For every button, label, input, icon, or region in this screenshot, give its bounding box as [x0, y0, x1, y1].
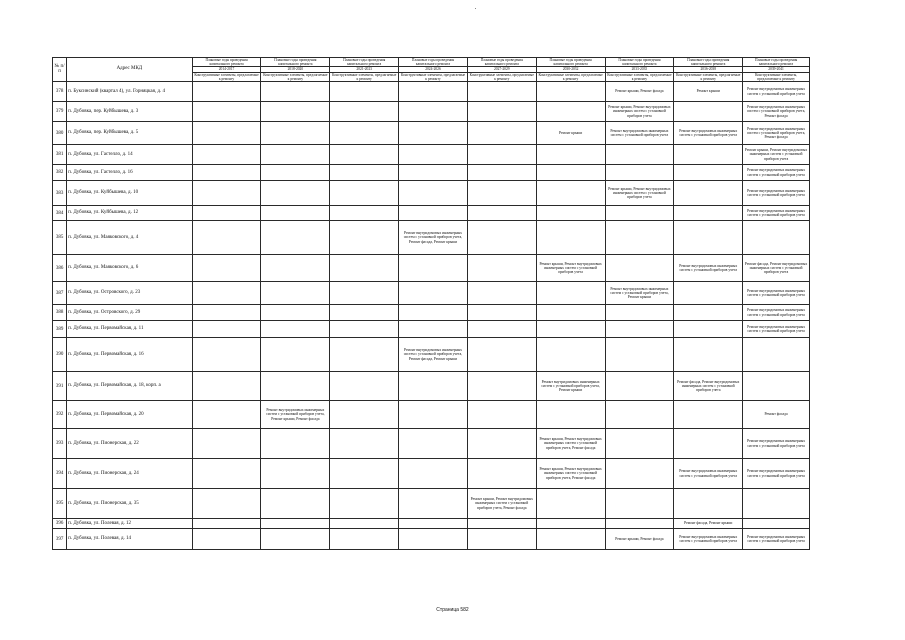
header-years: 2030-2032 — [537, 66, 605, 72]
work-cell — [605, 519, 674, 529]
work-cell — [330, 489, 399, 519]
work-cell: Ремонт фасада — [743, 401, 810, 429]
work-cell — [192, 372, 261, 401]
header-l2: капитального ремонта — [691, 62, 726, 67]
repair-schedule-table — [52, 57, 810, 550]
work-cell — [605, 459, 674, 489]
table-row — [53, 429, 810, 459]
table-row — [53, 181, 810, 206]
header-l1: Плановые годы проведения — [687, 58, 730, 62]
work-cell: Ремонт внутридомовых инженерных систем с установкой приборов учета, Ремонт фасада — [743, 102, 810, 122]
work-cell — [674, 429, 743, 459]
header-l2: капитального ремонта — [347, 62, 382, 67]
work-cell: Ремонт крыши — [674, 82, 743, 102]
work-cell — [674, 221, 743, 255]
work-cell — [743, 372, 810, 401]
row-number: 393 — [53, 429, 67, 459]
work-cell: Ремонт внутридомовых инженерных систем с установкой приборов учета — [743, 321, 810, 338]
row-address: п. Дубовка, ул. Маяковского, д. 6 — [67, 255, 192, 282]
work-cell — [192, 338, 261, 372]
header-l2: капитального ремонта — [415, 62, 451, 67]
table-row — [53, 372, 810, 401]
work-cell — [330, 165, 399, 181]
work-cell — [330, 82, 399, 102]
work-cell — [605, 145, 674, 165]
work-cell — [330, 459, 399, 489]
row-number: 379 — [53, 102, 67, 122]
header-l1: Плановые годы проведения — [343, 58, 386, 62]
work-cell — [399, 145, 468, 165]
work-cell — [330, 338, 399, 372]
work-cell — [330, 282, 399, 305]
work-cell: Ремонт внутридомовых инженерных систем с установкой приборов учета — [743, 429, 810, 459]
work-cell — [674, 145, 743, 165]
work-cell — [467, 372, 536, 401]
header-period — [192, 58, 261, 82]
row-number: 389 — [53, 321, 67, 338]
work-cell — [467, 429, 536, 459]
header-years: 2014-2017 — [193, 66, 261, 72]
table-row — [53, 321, 810, 338]
work-cell: Ремонт внутридомовых инженерных систем с установкой приборов учета — [674, 529, 743, 550]
work-cell: Ремонт крыши, Ремонт внутридомовых инженерных систем с установкой приборов учета — [743, 145, 810, 165]
row-address: п. Дубовка, ул. Островского, д. 23 — [67, 282, 192, 305]
row-number: 378 — [53, 82, 67, 102]
work-cell — [399, 372, 468, 401]
work-cell — [192, 255, 261, 282]
work-cell: Ремонт внутридомовых инженерных систем с установкой приборов учета, Ремонт крыши — [605, 282, 674, 305]
work-cell — [399, 429, 468, 459]
work-cell — [261, 82, 330, 102]
work-cell — [536, 519, 605, 529]
header-l1: Плановые годы проведения — [274, 58, 317, 62]
row-address: п. Дубовка, пер. Куйбышева, д. 5 — [67, 122, 192, 145]
work-cell — [536, 489, 605, 519]
work-cell: Ремонт внутридомовых инженерных систем с установкой приборов учета — [743, 82, 810, 102]
work-cell — [330, 206, 399, 221]
row-number: 392 — [53, 401, 67, 429]
work-cell: Ремонт внутридомовых инженерных систем с установкой приборов учета — [743, 206, 810, 221]
work-cell — [330, 305, 399, 321]
work-cell: Ремонт внутридомовых инженерных систем с установкой приборов учета — [605, 122, 674, 145]
work-cell — [536, 282, 605, 305]
work-cell — [330, 519, 399, 529]
work-cell — [536, 321, 605, 338]
row-address: п. Дубовка, ул. Пионерская, д. 22 — [67, 429, 192, 459]
table-row — [53, 102, 810, 122]
header-l1: Плановые годы проведения — [549, 58, 592, 62]
work-cell — [467, 519, 536, 529]
work-cell — [674, 338, 743, 372]
work-cell — [192, 122, 261, 145]
work-cell: Ремонт внутридомовых инженерных систем с установкой приборов учета — [674, 459, 743, 489]
work-cell — [261, 459, 330, 489]
header-l1: Плановые годы проведения — [205, 58, 248, 62]
work-cell — [330, 145, 399, 165]
header-sub: Конструктивные элементы, предлагаемые к ремонту — [676, 72, 741, 81]
header-address: Адрес МКД — [67, 58, 192, 82]
header-years: 2033-2035 — [606, 66, 674, 72]
work-cell — [605, 489, 674, 519]
header-years: 2036-2038 — [674, 66, 742, 72]
work-cell: Ремонт крыши, Ремонт фасада — [605, 82, 674, 102]
header-period — [743, 58, 810, 82]
work-cell — [192, 519, 261, 529]
row-number: 391 — [53, 372, 67, 401]
row-number: 394 — [53, 459, 67, 489]
work-cell — [605, 165, 674, 181]
work-cell — [330, 181, 399, 206]
header-l2: капитального ремонта — [622, 62, 657, 67]
table-row — [53, 122, 810, 145]
work-cell — [467, 181, 536, 206]
row-address: п. Буксинский (квартал 4), ул. Горняцкая, д. 4 — [67, 82, 192, 102]
header-l2: капитального ремонта — [209, 62, 244, 67]
table-row — [53, 282, 810, 305]
table-row — [53, 459, 810, 489]
header-years: 2024-2026 — [399, 66, 467, 72]
work-cell — [467, 401, 536, 429]
row-number: 380 — [53, 122, 67, 145]
work-cell — [399, 305, 468, 321]
row-number: 395 — [53, 489, 67, 519]
work-cell — [399, 122, 468, 145]
row-address: п. Дубовка, ул. Куйбышева, д. 12 — [67, 206, 192, 221]
header-period — [467, 58, 536, 82]
header-l1: Плановые годы проведения — [754, 58, 798, 62]
work-cell — [467, 221, 536, 255]
work-cell — [674, 102, 743, 122]
work-cell — [674, 165, 743, 181]
header-sub: Конструктивные элементы, предлагаемые к ремонту — [469, 72, 534, 81]
table-row — [53, 82, 810, 102]
work-cell — [536, 102, 605, 122]
work-cell — [605, 206, 674, 221]
work-cell — [467, 102, 536, 122]
work-cell — [467, 282, 536, 305]
work-cell — [330, 429, 399, 459]
table-row — [53, 206, 810, 221]
work-cell — [192, 429, 261, 459]
header-row — [53, 58, 810, 82]
work-cell — [536, 338, 605, 372]
work-cell — [261, 165, 330, 181]
work-cell — [192, 181, 261, 206]
work-cell — [330, 255, 399, 282]
header-years: 2039-2041 — [743, 66, 809, 72]
work-cell: Ремонт внутридомовых инженерных систем с установкой приборов учета, Ремонт фасада, Ремонт крыши — [399, 338, 468, 372]
work-cell — [467, 529, 536, 550]
work-cell — [605, 429, 674, 459]
work-cell — [467, 165, 536, 181]
work-cell: Ремонт крыши, Ремонт внутридомовых инженерных систем с установкой приборов учета, Ремонт фасада — [467, 489, 536, 519]
header-l2: капитального ремонта — [484, 62, 519, 67]
table-row — [53, 401, 810, 429]
work-cell — [743, 489, 810, 519]
work-cell — [605, 372, 674, 401]
work-cell — [399, 321, 468, 338]
work-cell — [674, 282, 743, 305]
work-cell: Ремонт крыши — [536, 122, 605, 145]
work-cell: Ремонт крыши, Ремонт внутридомовых инженерных систем с установкой приборов учета, Ремонт фасада — [536, 459, 605, 489]
row-address: п. Дубовка, ул. Маяковского, д. 4 — [67, 221, 192, 255]
work-cell — [330, 529, 399, 550]
row-number: 384 — [53, 206, 67, 221]
work-cell — [399, 165, 468, 181]
header-sub: Конструктивные элементы, предлагаемые к ремонту — [194, 72, 259, 81]
header-period — [261, 58, 330, 82]
row-address: п. Дубовка, ул. Полевая, д. 14 — [67, 529, 192, 550]
work-cell — [399, 206, 468, 221]
work-cell — [330, 122, 399, 145]
work-cell — [399, 282, 468, 305]
work-cell — [261, 255, 330, 282]
work-cell — [467, 305, 536, 321]
work-cell — [192, 206, 261, 221]
work-cell — [261, 489, 330, 519]
work-cell — [192, 489, 261, 519]
work-cell: Ремонт внутридомовых инженерных систем с установкой приборов учета, Ремонт фасада, Ремонт крыши — [399, 221, 468, 255]
work-cell — [605, 255, 674, 282]
work-cell — [743, 519, 810, 529]
row-number: 396 — [53, 519, 67, 529]
work-cell — [261, 145, 330, 165]
header-num: № п/п — [53, 58, 67, 82]
row-address: п. Дубовка, пер. Куйбышева, д. 3 — [67, 102, 192, 122]
work-cell — [330, 372, 399, 401]
work-cell — [467, 255, 536, 282]
work-cell — [399, 102, 468, 122]
work-cell — [743, 338, 810, 372]
work-cell — [674, 321, 743, 338]
work-cell: Ремонт внутридомовых инженерных систем с установкой приборов учета, Ремонт фасада — [743, 122, 810, 145]
row-address: п. Дубовка, ул. Первомайская, д. 16 — [67, 338, 192, 372]
work-cell — [399, 519, 468, 529]
header-years: 2021-2023 — [330, 66, 398, 72]
row-address: п. Дубовка, ул. Островского, д. 29 — [67, 305, 192, 321]
header-period — [536, 58, 605, 82]
work-cell: Ремонт внутридомовых инженерных систем с установкой приборов учета, Ремонт крыши, Ремонт фасада — [261, 401, 330, 429]
work-cell: Ремонт внутридомовых инженерных систем с установкой приборов учета, Ремонт крыши — [536, 372, 605, 401]
row-number: 390 — [53, 338, 67, 372]
work-cell — [674, 206, 743, 221]
work-cell — [605, 401, 674, 429]
work-cell — [536, 206, 605, 221]
header-sub: Конструктивные элементы, предлагаемые к ремонту — [263, 72, 328, 81]
work-cell — [261, 338, 330, 372]
work-cell — [192, 401, 261, 429]
row-number: 383 — [53, 181, 67, 206]
header-sub: Конструктивные элементы, предлагаемые к ремонту — [538, 72, 603, 81]
work-cell — [192, 145, 261, 165]
work-cell — [536, 165, 605, 181]
work-cell — [192, 221, 261, 255]
work-cell — [261, 429, 330, 459]
work-cell — [674, 489, 743, 519]
work-cell — [743, 221, 810, 255]
header-l2: капитального ремонта — [758, 62, 794, 67]
work-cell: Ремонт крыши, Ремонт фасада — [605, 529, 674, 550]
work-cell — [261, 206, 330, 221]
work-cell: Ремонт фасада, Ремонт внутридомовых инженерных систем с установкой приборов учета — [674, 372, 743, 401]
work-cell — [536, 401, 605, 429]
work-cell — [605, 321, 674, 338]
header-period — [399, 58, 468, 82]
work-cell — [536, 529, 605, 550]
work-cell — [399, 401, 468, 429]
work-cell: Ремонт крыши, Ремонт внутридомовых инженерных систем с установкой приборов учета — [605, 181, 674, 206]
table-row — [53, 489, 810, 519]
work-cell — [467, 82, 536, 102]
row-number: 387 — [53, 282, 67, 305]
row-number: 397 — [53, 529, 67, 550]
work-cell: Ремонт внутридомовых инженерных систем с установкой приборов учета — [674, 122, 743, 145]
header-sub: Конструктивные элементы, предлагаемые к ремонту — [332, 72, 397, 81]
header-period — [330, 58, 399, 82]
work-cell: Ремонт фасада, Ремонт внутридомовых инженерных систем с установкой приборов учета — [743, 255, 810, 282]
work-cell — [330, 102, 399, 122]
work-cell — [467, 321, 536, 338]
work-cell — [192, 82, 261, 102]
work-cell — [261, 519, 330, 529]
work-cell — [467, 145, 536, 165]
work-cell — [674, 401, 743, 429]
work-cell — [467, 122, 536, 145]
row-address: п. Дубовка, ул. Гастелло, д. 14 — [67, 145, 192, 165]
work-cell — [399, 255, 468, 282]
work-cell — [330, 321, 399, 338]
header-period — [605, 58, 674, 82]
header-sub: Конструктивные элементы, предлагаемые к ремонту — [400, 72, 466, 81]
work-cell — [605, 305, 674, 321]
work-cell — [536, 305, 605, 321]
work-cell — [261, 305, 330, 321]
work-cell: Ремонт внутридомовых инженерных систем с установкой приборов учета — [743, 181, 810, 206]
header-l2: капитального ремонта — [553, 62, 588, 67]
table-row — [53, 221, 810, 255]
header-l2: капитального ремонта — [278, 62, 313, 67]
work-cell: Ремонт фасада, Ремонт крыши — [674, 519, 743, 529]
work-cell — [605, 338, 674, 372]
page-footer: Страница 582 — [436, 607, 469, 613]
row-address: п. Дубовка, ул. Первомайская, д. 18, корп. а — [67, 372, 192, 401]
work-cell — [261, 122, 330, 145]
work-cell — [192, 305, 261, 321]
work-cell: Ремонт крыши, Ремонт внутридомовых инженерных систем с установкой приборов учета — [536, 255, 605, 282]
table-row — [53, 255, 810, 282]
header-l1: Плановые годы проведения — [411, 58, 455, 62]
work-cell — [192, 165, 261, 181]
work-cell — [467, 206, 536, 221]
header-l1: Плановые годы проведения — [480, 58, 523, 62]
work-cell: Ремонт внутридомовых инженерных систем с установкой приборов учета — [743, 529, 810, 550]
work-cell — [261, 321, 330, 338]
work-cell — [536, 145, 605, 165]
work-cell — [192, 321, 261, 338]
table-row — [53, 305, 810, 321]
row-address: п. Дубовка, ул. Пионерская, д. 24 — [67, 459, 192, 489]
work-cell — [399, 82, 468, 102]
work-cell — [399, 489, 468, 519]
header-years: 2018-2020 — [261, 66, 329, 72]
work-cell: Ремонт внутридомовых инженерных систем с установкой приборов учета — [743, 282, 810, 305]
work-cell — [192, 529, 261, 550]
work-cell — [261, 529, 330, 550]
row-number: 388 — [53, 305, 67, 321]
work-cell — [192, 282, 261, 305]
work-cell — [674, 181, 743, 206]
work-cell — [261, 221, 330, 255]
work-cell — [399, 529, 468, 550]
row-number: 381 — [53, 145, 67, 165]
work-cell: Ремонт крыши, Ремонт внутридомовых инженерных систем с установкой приборов учета, Ремонт фасада — [536, 429, 605, 459]
table-row — [53, 338, 810, 372]
table-row — [53, 529, 810, 550]
work-cell: Ремонт внутридомовых инженерных систем с установкой приборов учета — [743, 305, 810, 321]
row-address: п. Дубовка, ул. Первомайская, д. 11 — [67, 321, 192, 338]
work-cell — [399, 459, 468, 489]
work-cell — [261, 102, 330, 122]
table-row — [53, 145, 810, 165]
header-period — [674, 58, 743, 82]
work-cell: Ремонт внутридомовых инженерных систем с установкой приборов учета — [743, 459, 810, 489]
work-cell — [330, 401, 399, 429]
work-cell — [674, 305, 743, 321]
header-sub: Конструктивные элементы, предлагаемые к ремонту — [755, 72, 798, 81]
row-address: п. Дубовка, ул. Полевая, д. 12 — [67, 519, 192, 529]
work-cell — [536, 181, 605, 206]
work-cell: Ремонт внутридомовых инженерных систем с установкой приборов учета — [743, 165, 810, 181]
work-cell — [261, 181, 330, 206]
row-address: п. Дубовка, ул. Куйбышева, д. 10 — [67, 181, 192, 206]
row-number: 385 — [53, 221, 67, 255]
table-body — [53, 82, 810, 550]
table-row — [53, 519, 810, 529]
header-l1: Плановые годы проведения — [618, 58, 661, 62]
work-cell — [192, 102, 261, 122]
work-cell — [192, 459, 261, 489]
work-cell — [536, 82, 605, 102]
header-sub: Конструктивные элементы, предлагаемые к ремонту — [607, 72, 672, 81]
work-cell — [605, 221, 674, 255]
work-cell: Ремонт внутридомовых инженерных систем с установкой приборов учета — [674, 255, 743, 282]
row-address: п. Дубовка, ул. Первомайская, д. 20 — [67, 401, 192, 429]
work-cell: Ремонт крыши, Ремонт внутридомовых инженерных систем с установкой приборов учета — [605, 102, 674, 122]
work-cell — [261, 372, 330, 401]
row-address: п. Дубовка, ул. Гастелло, д. 16 — [67, 165, 192, 181]
row-number: 386 — [53, 255, 67, 282]
work-cell — [467, 459, 536, 489]
work-cell — [467, 338, 536, 372]
row-address: п. Дубовка, ул. Пионерская, д. 35 — [67, 489, 192, 519]
work-cell — [261, 282, 330, 305]
work-cell — [330, 221, 399, 255]
work-cell — [536, 221, 605, 255]
header-years: 2027-2029 — [468, 66, 536, 72]
table-row — [53, 165, 810, 181]
work-cell — [399, 181, 468, 206]
row-number: 382 — [53, 165, 67, 181]
scan-speck — [475, 8, 476, 9]
